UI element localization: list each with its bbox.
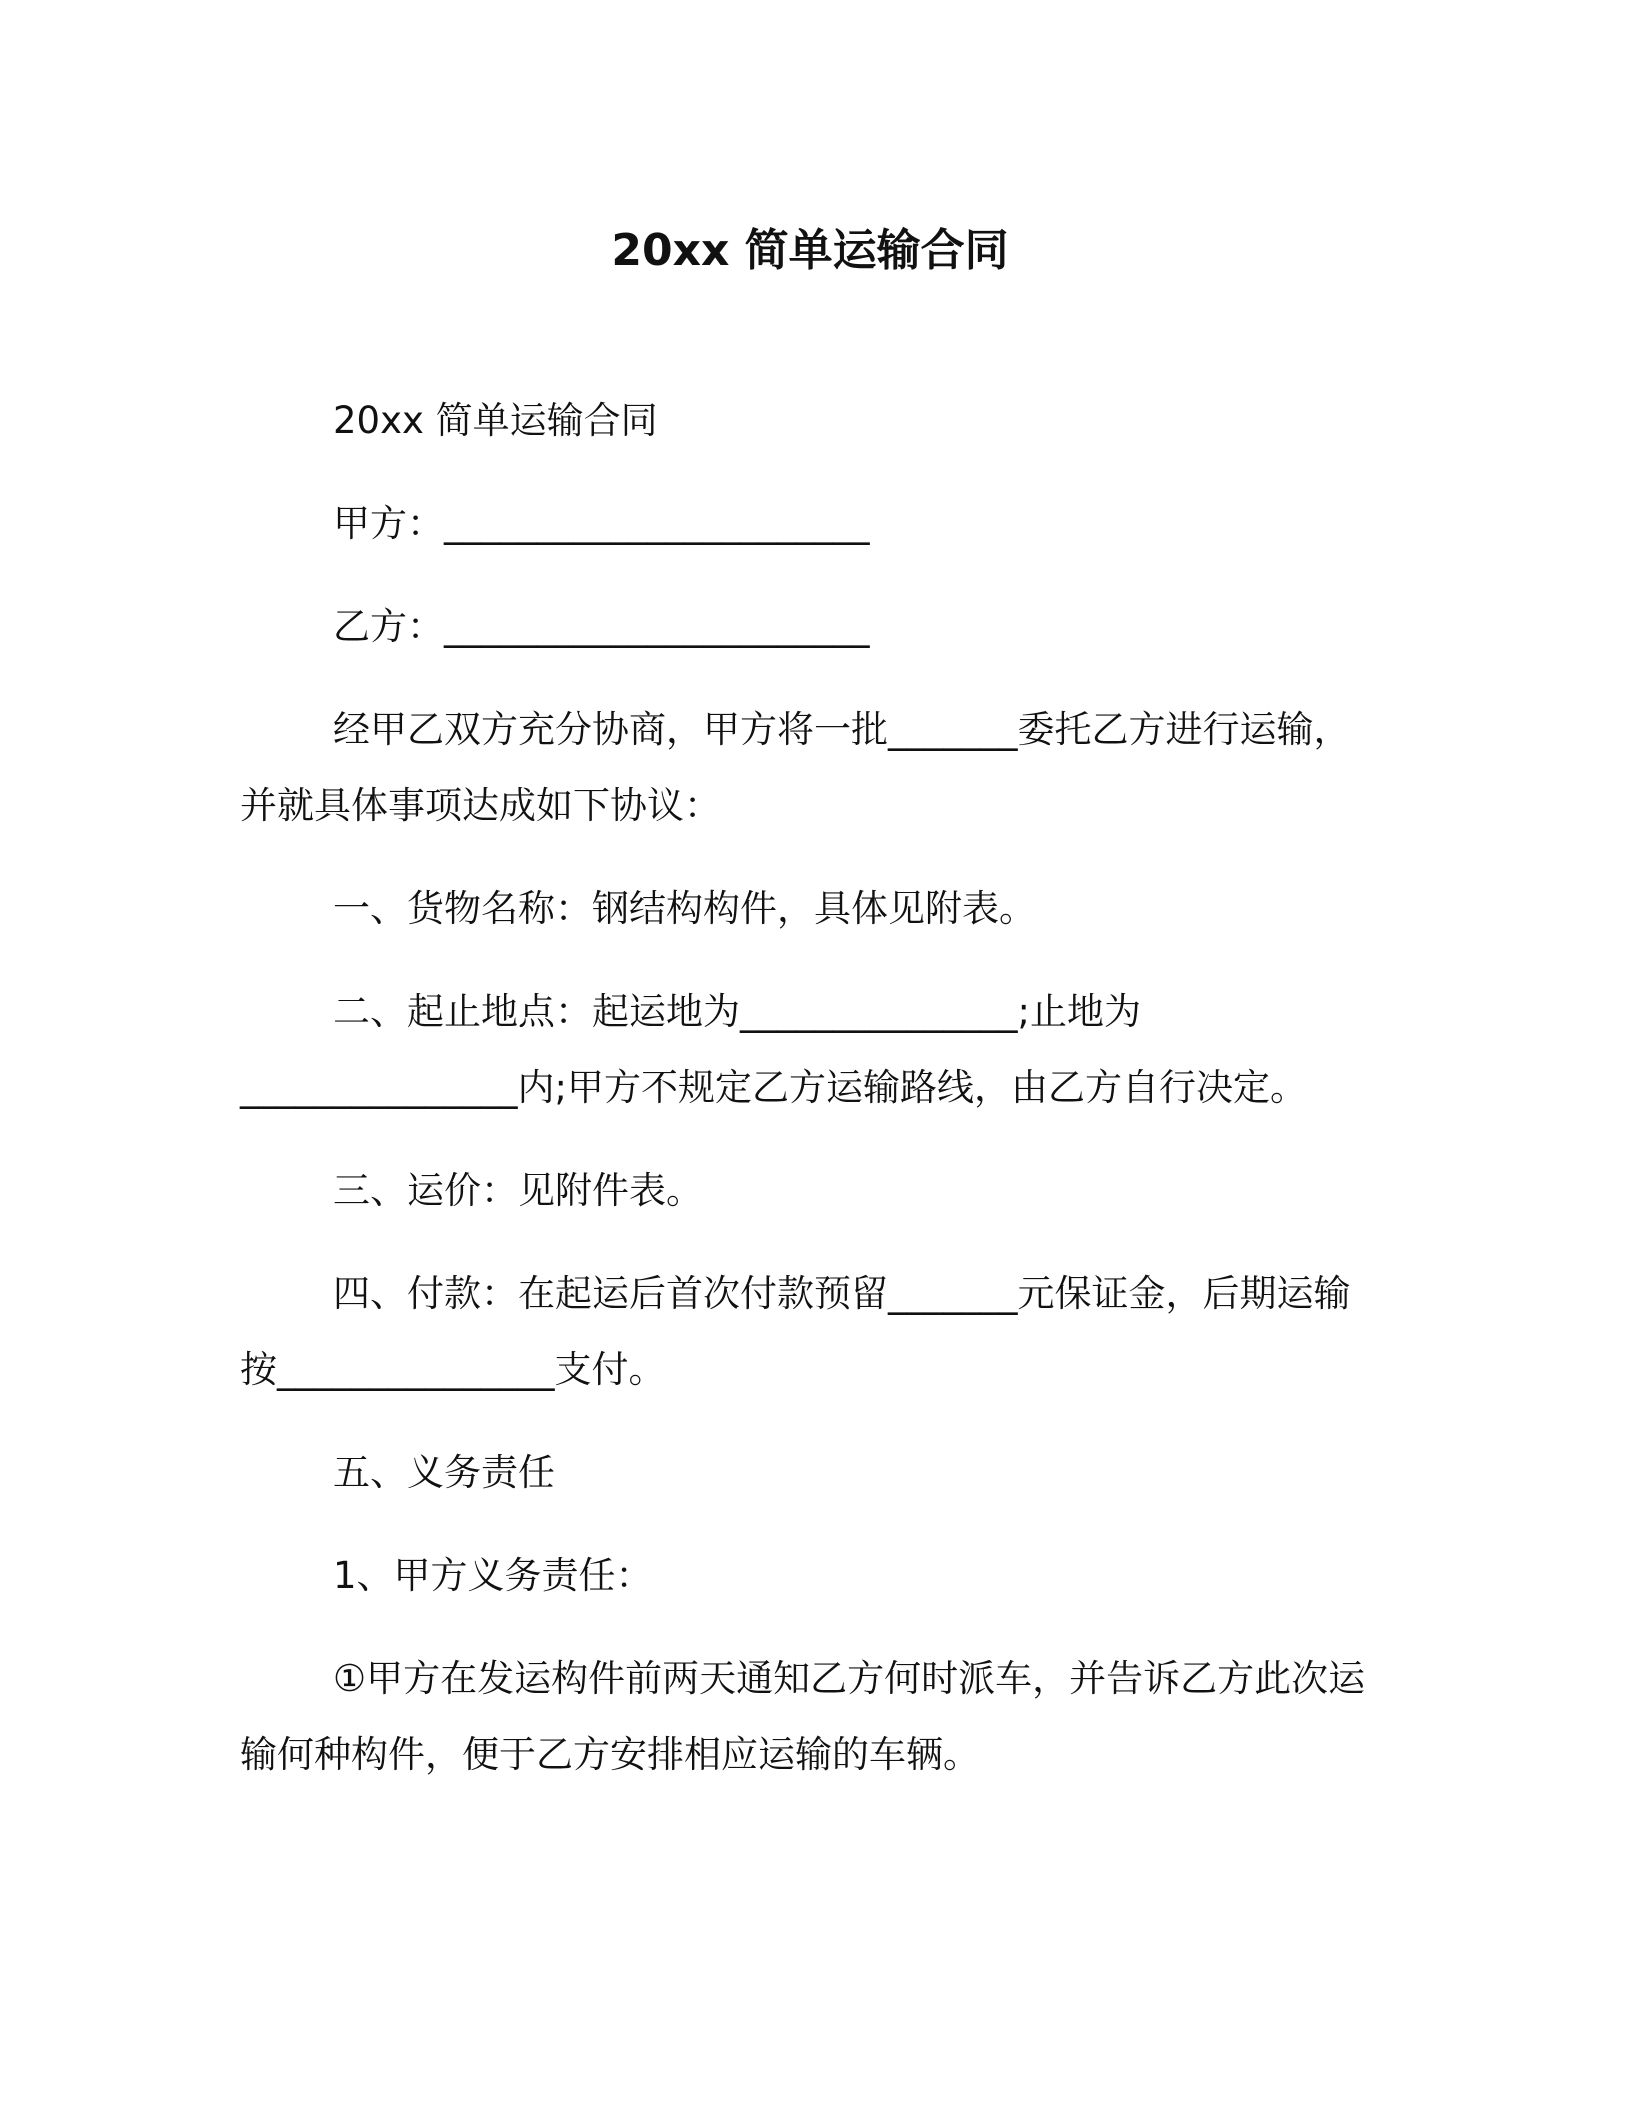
paragraph-line: 四、付款：在起运后首次付款预留_______元保证金，后期运输 — [333, 1272, 1351, 1315]
paragraph-line: 20xx 简单运输合同 — [333, 399, 658, 442]
paragraph-clause-3 — [240, 1153, 1380, 1229]
paragraph-line: 并就具体事项达成如下协议： — [240, 784, 721, 827]
paragraph-party-a — [240, 486, 1380, 562]
contract-title: 20xx 简单运输合同 — [611, 225, 1009, 276]
paragraph-line: 一、货物名称：钢结构构件，具体见附表。 — [333, 887, 1036, 930]
paragraph-clause-1 — [240, 871, 1380, 947]
paragraph-clause-2 — [240, 974, 1380, 1126]
paragraph-party-b — [240, 589, 1380, 665]
paragraph-line: 五、义务责任 — [333, 1451, 555, 1494]
paragraph-line: 1、甲方义务责任： — [333, 1554, 653, 1597]
paragraph-line: ①甲方在发运构件前两天通知乙方何时派车，并告诉乙方此次运 — [333, 1657, 1366, 1700]
paragraph-line: 经甲乙双方充分协商，甲方将一批_______委托乙方进行运输， — [333, 708, 1351, 751]
paragraph-preamble — [240, 692, 1380, 844]
paragraph-line: 三、运价：见附件表。 — [333, 1169, 703, 1212]
paragraph-clause-4 — [240, 1256, 1380, 1408]
paragraph-line: 甲方：_______________________ — [333, 502, 870, 545]
contract-body — [240, 383, 1380, 1820]
paragraph-line: _______________内;甲方不规定乙方运输路线，由乙方自行决定。 — [240, 1066, 1307, 1109]
paragraph-sub-1 — [240, 1538, 1380, 1614]
paragraph-line: 输何种构件，便于乙方安排相应运输的车辆。 — [240, 1733, 980, 1776]
paragraph-line: 按_______________支付。 — [240, 1348, 666, 1391]
paragraph-line: 二、起止地点：起运地为_______________;止地为 — [333, 990, 1141, 1033]
paragraph-clause-5 — [240, 1435, 1380, 1511]
paragraph-line: 乙方：_______________________ — [333, 605, 870, 648]
paragraph-subtitle — [240, 383, 1380, 459]
paragraph-item-1 — [240, 1641, 1380, 1793]
